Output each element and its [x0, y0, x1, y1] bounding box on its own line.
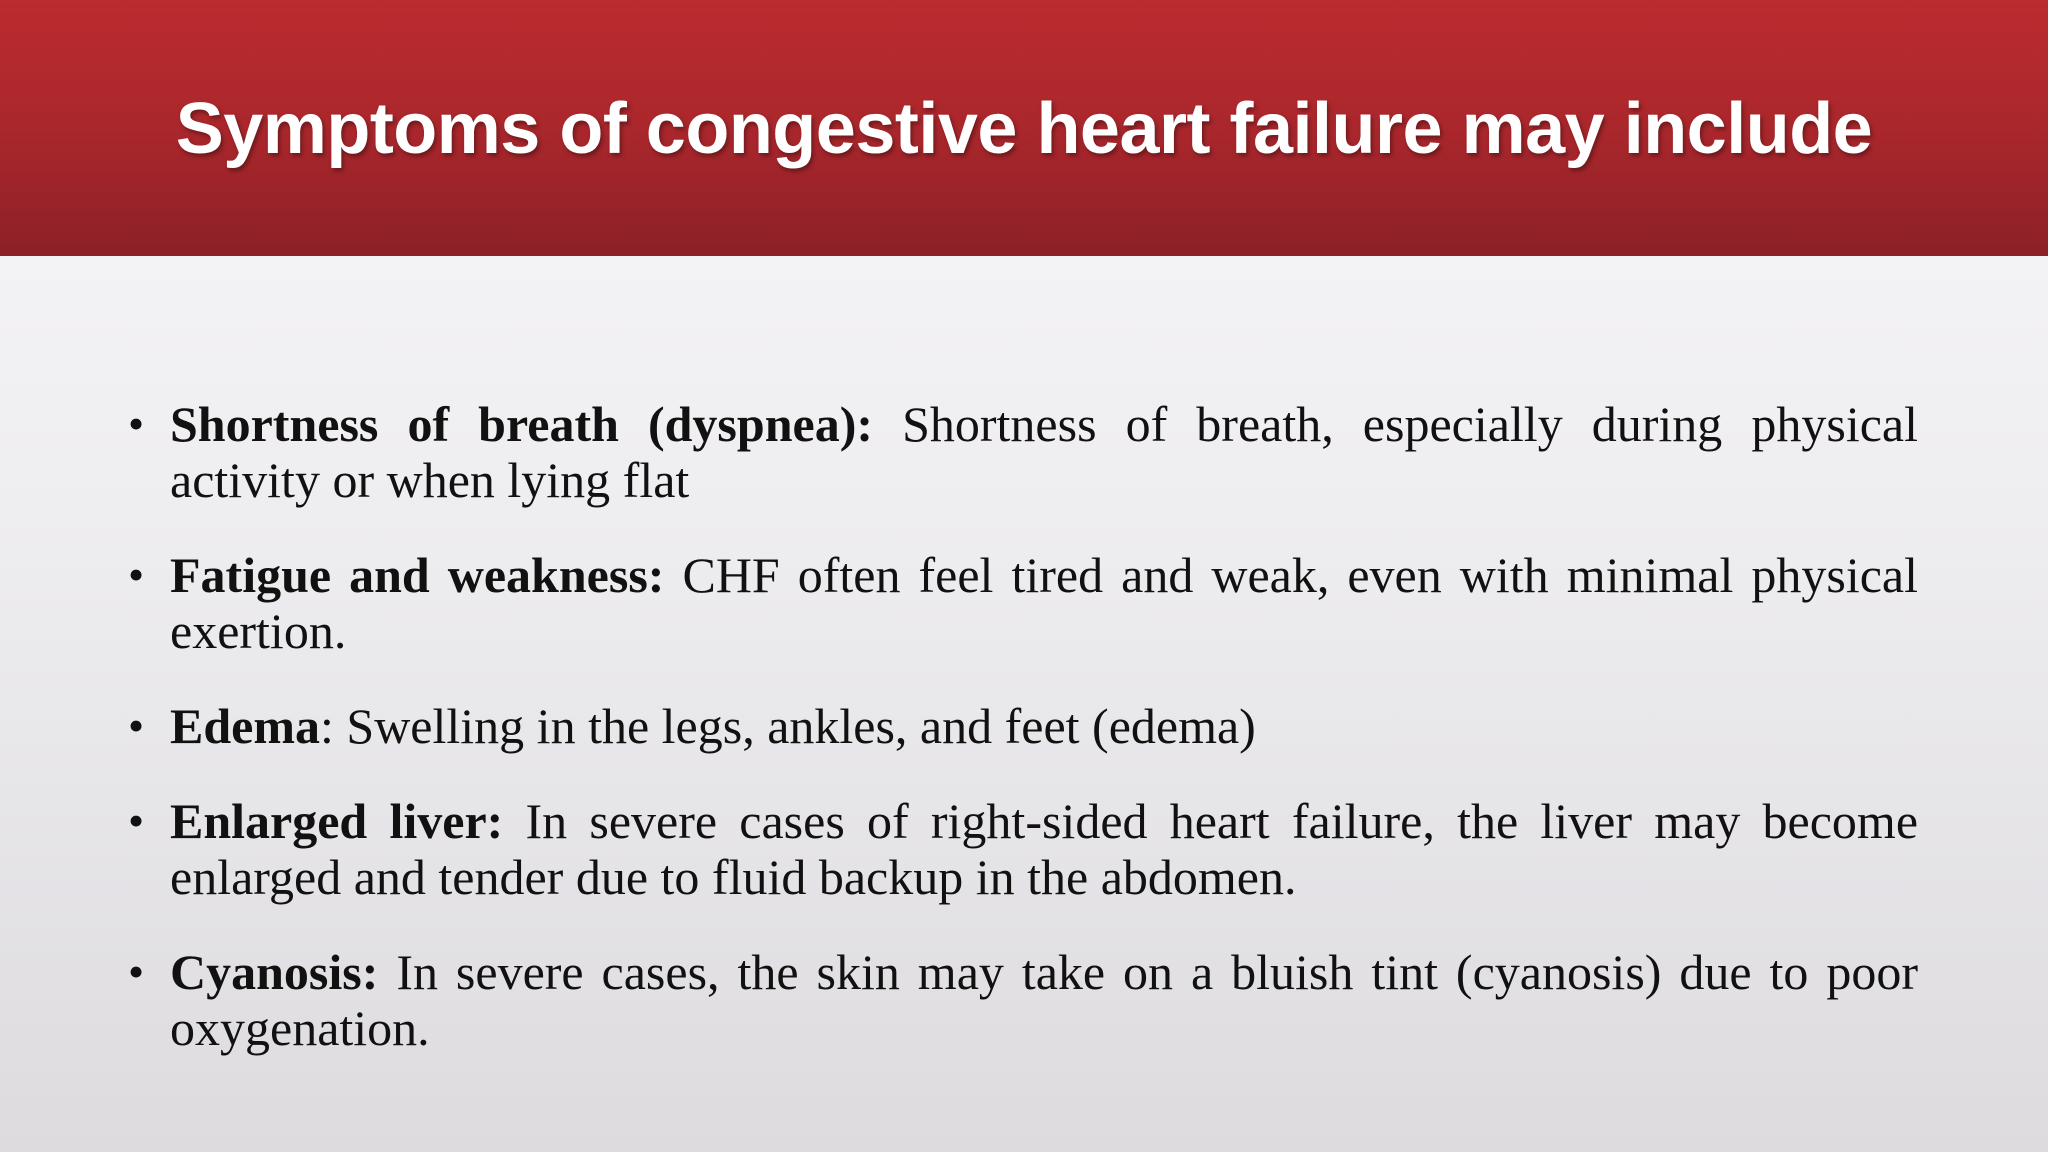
bullet-marker: • [128, 700, 145, 751]
bullet-marker: • [128, 795, 145, 846]
symptom-description: Shortness of breath, especially during physical activity or when lying flat [170, 396, 1919, 508]
list-item-dyspnea [128, 396, 1918, 508]
list-item-fatigue [128, 547, 1918, 659]
list-item-edema [128, 698, 1918, 754]
symptom-description: In severe cases of right-sided heart failure, the liver may become enlarged and tender due to fluid backup in the abdomen. [170, 793, 1919, 905]
symptom-description: In severe cases, the skin may take on a bluish tint (cyanosis) due to poor oxygenation. [170, 944, 1918, 1056]
list-item-cyanosis [128, 944, 1918, 1056]
bullet-marker: • [128, 398, 145, 449]
symptom-description: CHF often feel tired and weak, even with minimal physical exertion. [170, 547, 1919, 659]
bullet-marker: • [128, 549, 145, 600]
bullet-marker: • [128, 946, 145, 997]
symptom-description: : Swelling in the legs, ankles, and feet (edema) [320, 698, 1256, 754]
list-item-enlarged-liver [128, 793, 1918, 905]
symptom-term: Shortness of breath (dyspnea): [170, 396, 873, 452]
slide-title: Symptoms of congestive heart failure may include [175, 89, 1873, 169]
symptom-term: Edema [170, 698, 320, 754]
symptom-term: Enlarged liver: [170, 793, 504, 849]
title-banner [0, 0, 2048, 256]
symptom-term: Fatigue and weakness: [170, 547, 665, 603]
symptom-list [128, 396, 1918, 1095]
symptom-term: Cyanosis: [170, 944, 379, 1000]
